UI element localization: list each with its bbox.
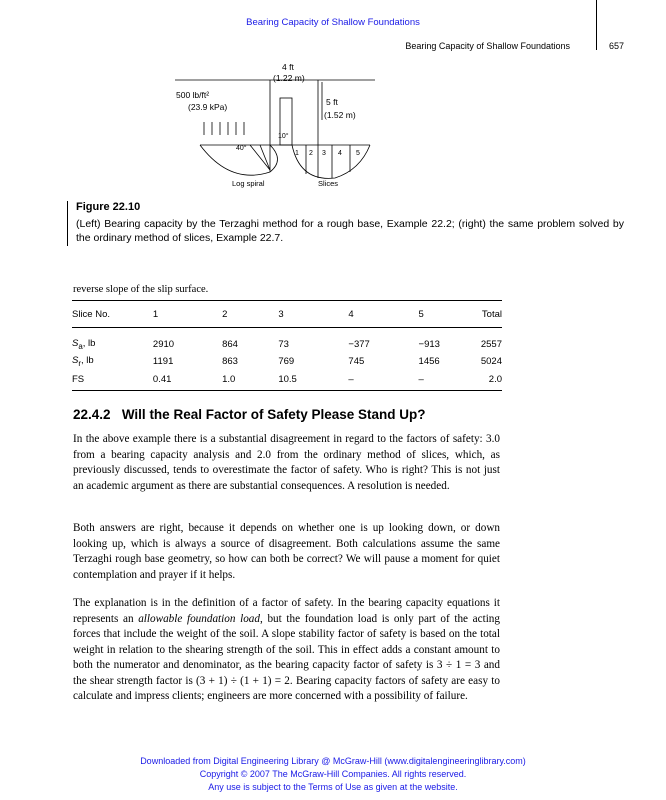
table-row xyxy=(72,328,502,354)
table-cell: 863 xyxy=(222,356,238,367)
spiral-radial-1 xyxy=(250,145,270,170)
footer-terms-link[interactable]: Any use is subject to the Terms of Use as given at the website. xyxy=(208,782,458,792)
table-cell: – xyxy=(419,370,481,391)
figure-caption: (Left) Bearing capacity by the Terzaghi method for a rough base, Example 22.2; (right) the same problem solved by the ordinary method of slices, Example 22.7. xyxy=(76,218,624,244)
table-header-row xyxy=(72,301,502,328)
label-angle-10: 10° xyxy=(278,133,289,140)
table-cell: 0.41 xyxy=(153,370,222,391)
table-cell: 864 xyxy=(222,339,238,351)
section-heading xyxy=(73,407,426,422)
table-cell: 73 xyxy=(278,339,289,351)
table-cell: 2910 xyxy=(152,339,175,351)
running-header-title: Bearing Capacity of Shallow Foundations xyxy=(405,41,570,51)
table-cell: −913 xyxy=(418,339,440,351)
paragraph-3-part-a: The explanation is in the definition of a factor of safety. In the bearing capacity equations it represents an xyxy=(73,597,500,625)
table-header-cell: Total xyxy=(481,301,502,328)
section-title: Will the Real Factor of Safety Please Stand Up? xyxy=(121,407,426,422)
table-cell: 5024 xyxy=(480,356,502,367)
label-slice-5: 5 xyxy=(356,150,360,157)
table-cell: −377 xyxy=(348,339,370,351)
paragraph-2: Both answers are right, because it depends on whether one is up looking down, or down looking up, which is always a source of disagreement. Both calculations assume the same Terzaghi rough base geometry, so how can both be correct? We will pause a moment for quiet contemplation and prayer if it helps. xyxy=(73,522,500,581)
figure-diagram xyxy=(170,60,380,190)
label-load-psf: 500 lb/ft² xyxy=(176,90,210,100)
table-cell: 1191 xyxy=(152,356,174,367)
table-cell: 10.5 xyxy=(278,370,348,391)
table-cell: 745 xyxy=(348,356,365,367)
label-width-m: (1.22 m) xyxy=(273,73,305,83)
label-slice-2: 2 xyxy=(309,150,313,157)
slices-table xyxy=(72,300,502,391)
label-angle-40: 40° xyxy=(236,145,247,152)
row-label-fs: FS xyxy=(72,370,153,391)
table-row xyxy=(72,354,502,370)
table-header-cell: 4 xyxy=(348,301,418,328)
figure-caption-bar xyxy=(67,201,68,246)
label-depth-m: (1.52 m) xyxy=(324,110,356,120)
label-slice-1: 1 xyxy=(295,150,299,157)
label-slice-3: 3 xyxy=(322,150,326,157)
paragraph-1: In the above example there is a substantial disagreement in regard to the factors of safety: 3.0 from a bearing capacity analysis and 2.0 from the ordinary method of slices, which, as previously discussed, tends to overestimate the factor of safety. Who is right? This is not just an academic argument as there are substantial consequences. A resolution is needed. xyxy=(73,433,500,492)
label-slice-4: 4 xyxy=(338,150,342,157)
header-rule xyxy=(596,0,597,50)
load-arrows xyxy=(204,122,244,135)
paragraph-3 xyxy=(73,596,500,705)
page-number: 657 xyxy=(609,41,625,51)
figure-title: Figure 22.10 xyxy=(76,201,141,213)
label-depth-ft: 5 ft xyxy=(326,97,338,107)
spiral-radial-2 xyxy=(260,145,270,170)
label-log-spiral: Log spiral xyxy=(232,179,265,188)
table-header-cell: 5 xyxy=(419,301,481,328)
top-link[interactable]: Bearing Capacity of Shallow Foundations xyxy=(246,17,420,28)
footer-copyright: Copyright © 2007 The McGraw-Hill Companies. All rights reserved. xyxy=(199,769,467,779)
table-cell: 2557 xyxy=(480,339,502,351)
table-cell: – xyxy=(348,370,418,391)
section-number: 22.4.2 xyxy=(73,407,111,422)
table-row xyxy=(72,370,502,391)
row-label-sr: $S_r$, lb xyxy=(72,355,94,368)
table-header-cell: 1 xyxy=(153,301,222,328)
paragraph-3-part-b: , but the foundation load is only part of the acting forces that include the weight of the soil. A slope stability factor of safety is based on the total weight in relation to the shearing strength of the soil. This in effect adds a constant amount to both the numerator and denominator, as the bearing capacity factor of safety is 3 ÷ 1 = 3 and the shear strength factor is (3 + 1) ÷ (1 + 1) = 2. Bearing capacity factors of safety are easy to calculate and impress clients; engineers are more concerned with a possibility of failure. xyxy=(73,612,500,702)
table-cell: 1456 xyxy=(418,356,440,367)
table-header-cell: 2 xyxy=(222,301,278,328)
label-width-ft: 4 ft xyxy=(282,62,294,72)
footer-download-link[interactable]: Downloaded from Digital Engineering Library @ McGraw-Hill (www.digitalengineeringlibrary.com) xyxy=(140,756,526,766)
table-header-cell: 3 xyxy=(278,301,348,328)
label-load-kpa: (23.9 kPa) xyxy=(188,102,228,112)
row-label-sa: $S_a$, lb xyxy=(72,338,96,352)
table-cell: 2.0 xyxy=(481,370,502,391)
intro-fragment: reverse slope of the slip surface. xyxy=(73,284,209,295)
label-slices: Slices xyxy=(318,179,339,188)
table-cell: 1.0 xyxy=(222,370,278,391)
paragraph-3-emphasis: allowable foundation load xyxy=(138,612,260,625)
table-cell: 769 xyxy=(278,356,295,367)
table-header-cell: Slice No. xyxy=(72,301,153,328)
